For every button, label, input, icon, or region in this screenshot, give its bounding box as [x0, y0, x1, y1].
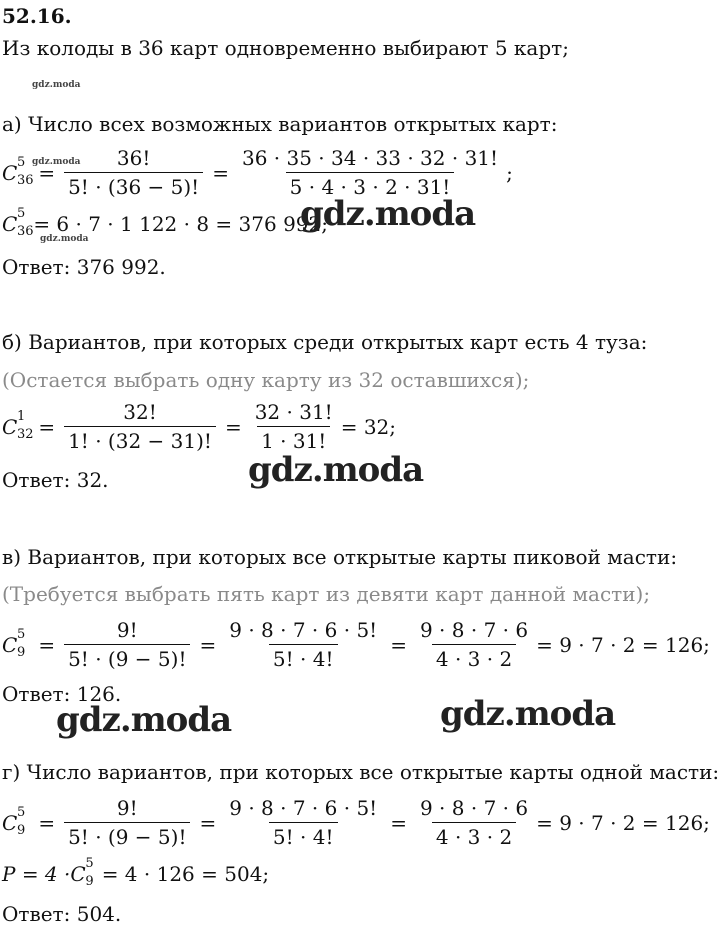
- part-b-formula: C 1 32 = $\frac{32!}{1! \cdot (32 - 31)!}$ = $\frac{32 \cdot 31!}{1 \cdot 31!}$ = 32;: [2, 400, 397, 453]
- binomial-c: C 5 9: [2, 626, 26, 660]
- fraction: $\frac{36 \cdot 35 \cdot 34 \cdot 33 \cdot 32 \cdot 31!}{5 \cdot 4 \cdot 3 \cdot 2 \cdot 31!}$: [241, 146, 499, 199]
- fraction: $\frac{9 \cdot 8 \cdot 7 \cdot 6}{4 \cdot 3 \cdot 2}$: [419, 618, 529, 671]
- binomial-c: C 5 36: [2, 206, 34, 239]
- fraction: $\frac{32 \cdot 31!}{1 \cdot 31!}$: [254, 400, 333, 453]
- part-v-heading: в) Вариантов, при которых все открытые карты пиковой масти:: [2, 545, 678, 569]
- part-a-answer: Ответ: 376 992.: [2, 255, 166, 279]
- part-a-heading: а) Число всех возможных вариантов открытых карт:: [2, 112, 558, 136]
- watermark: gdz.moda: [40, 234, 89, 244]
- problem-number: 52.16.: [2, 4, 72, 28]
- binomial-c: C 5 9: [2, 804, 26, 838]
- part-v-answer: Ответ: 126.: [2, 682, 122, 706]
- part-b-answer: Ответ: 32.: [2, 468, 109, 492]
- part-v-formula: C 5 9 = $\frac{9!}{5! \cdot (9 - 5)!}$ = $\frac{9 \cdot 8 \cdot 7 \cdot 6 \cdot 5!}{5! \cdot 4!}$ = $\frac{9 \cdot 8 \cdot 7 \cdot 6}{4 \cdot 3 \cdot 2}$ = 9 · 7 · 2 = 126;: [2, 618, 710, 671]
- watermark: gdz.moda: [32, 157, 81, 167]
- part-v-note: (Требуется выбрать пять карт из девяти карт данной масти);: [2, 582, 651, 606]
- watermark: gdz.moda: [32, 80, 81, 90]
- part-g-probability: P = 4 · C 5 9 = 4 · 126 = 504;: [2, 856, 270, 889]
- part-a-formula: C 5 36 = $\frac{36!}{5! \cdot (36 - 5)!}$ = $\frac{36 \cdot 35 \cdot 34 \cdot 33 \cdot 32 \cdot 31!}{5 \cdot 4 \cdot 3 \cdot 2 \cdot 31!}$ ;: [2, 146, 513, 199]
- binomial-c: C 5 36: [2, 154, 34, 188]
- binomial-c: C 5 9: [70, 856, 94, 889]
- part-g-formula: C 5 9 = $\frac{9!}{5! \cdot (9 - 5)!}$ = $\frac{9 \cdot 8 \cdot 7 \cdot 6 \cdot 5!}{5! \cdot 4!}$ = $\frac{9 \cdot 8 \cdot 7 \cdot 6}{4 \cdot 3 \cdot 2}$ = 9 · 7 · 2 = 126;: [2, 796, 710, 849]
- part-b-note: (Остается выбрать одну карту из 32 оставшихся);: [2, 368, 530, 392]
- part-b-heading: б) Вариантов, при которых среди открытых карт есть 4 туза:: [2, 330, 648, 354]
- part-g-answer: Ответ: 504.: [2, 902, 122, 926]
- fraction: $\frac{9 \cdot 8 \cdot 7 \cdot 6 \cdot 5!}{5! \cdot 4!}$: [229, 796, 378, 849]
- binomial-c: C 1 32: [2, 408, 34, 442]
- watermark: gdz.moda: [300, 194, 476, 234]
- part-a-result: C 5 36 = 6 · 7 · 1 122 · 8 = 376 992;: [2, 206, 328, 239]
- watermark: gdz.moda: [248, 450, 424, 490]
- watermark: gdz.moda: [56, 700, 232, 740]
- fraction: $\frac{9!}{5! \cdot (9 - 5)!}$: [64, 796, 190, 849]
- fraction: $\frac{36!}{5! \cdot (36 - 5)!}$: [64, 146, 203, 199]
- fraction: $\frac{9 \cdot 8 \cdot 7 \cdot 6 \cdot 5!}{5! \cdot 4!}$: [229, 618, 378, 671]
- part-g-heading: г) Число вариантов, при которых все открытые карты одной масти:: [2, 760, 719, 784]
- watermark: gdz.moda: [440, 694, 616, 734]
- fraction: $\frac{9!}{5! \cdot (9 - 5)!}$: [64, 618, 190, 671]
- problem-intro: Из колоды в 36 карт одновременно выбирают 5 карт;: [2, 36, 569, 60]
- fraction: $\frac{32!}{1! \cdot (32 - 31)!}$: [64, 400, 216, 453]
- fraction: $\frac{9 \cdot 8 \cdot 7 \cdot 6}{4 \cdot 3 \cdot 2}$: [419, 796, 529, 849]
